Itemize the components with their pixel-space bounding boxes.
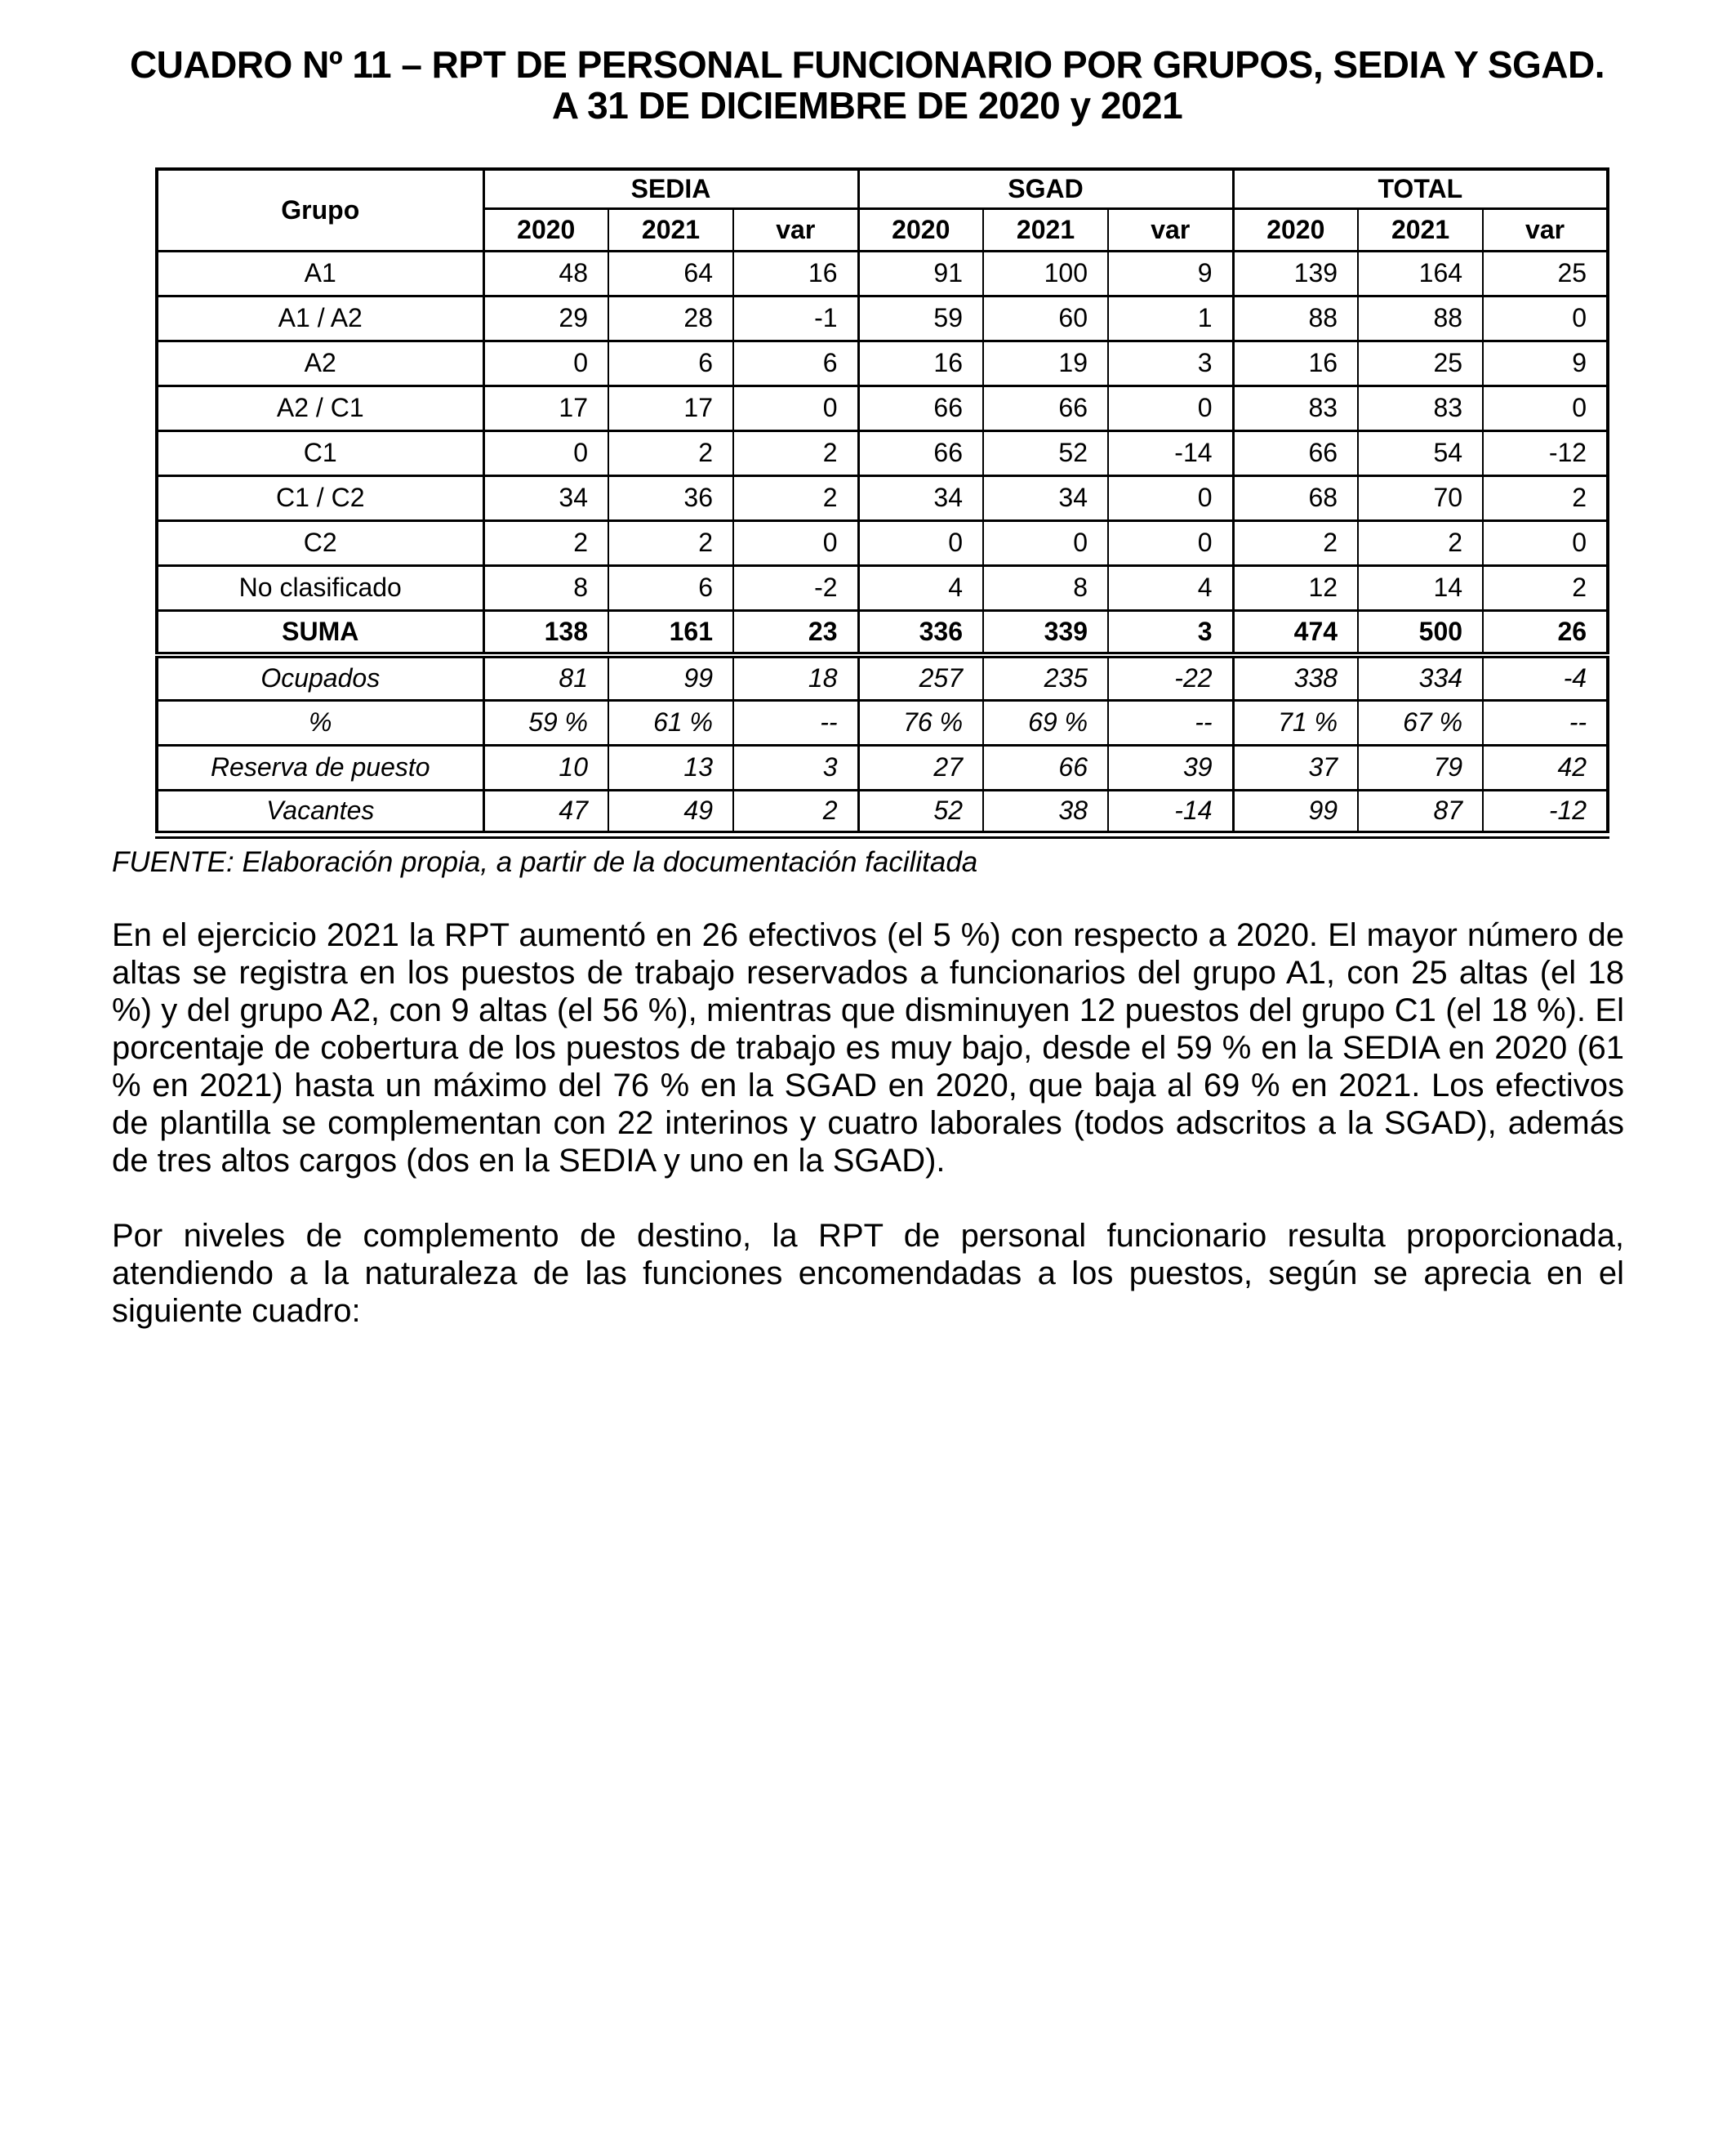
cell-value: 60 (983, 296, 1108, 341)
cell-value: 66 (1233, 430, 1358, 475)
cell-value: 9 (1483, 341, 1608, 386)
table-row (157, 565, 1608, 610)
cell-value: 81 (483, 655, 608, 700)
cell-value: 29 (483, 296, 608, 341)
group-header-total: TOTAL (1233, 169, 1608, 208)
cell-value: 54 (1358, 430, 1483, 475)
cell-value: 47 (483, 790, 608, 835)
cell-value: 338 (1233, 655, 1358, 700)
cell-value: 66 (858, 386, 983, 430)
cell-value: 42 (1483, 745, 1608, 790)
table-row (157, 610, 1608, 655)
cell-value: 23 (733, 610, 858, 655)
cell-value: 2 (1358, 520, 1483, 565)
cell-value: 69 % (983, 700, 1108, 745)
column-header-grupo: Grupo (157, 169, 483, 251)
row-label: A1 / A2 (157, 296, 483, 341)
cell-value: -12 (1483, 430, 1608, 475)
cell-value: 2 (733, 475, 858, 520)
cell-value: 64 (608, 251, 733, 296)
cell-value: 2 (608, 430, 733, 475)
cell-value: -14 (1108, 430, 1233, 475)
table-row (157, 520, 1608, 565)
row-label: Vacantes (157, 790, 483, 835)
subheader-total-var: var (1483, 208, 1608, 251)
cell-value: 37 (1233, 745, 1358, 790)
cell-value: 17 (608, 386, 733, 430)
row-label: C1 / C2 (157, 475, 483, 520)
source-note: FUENTE: Elaboración propia, a partir de la documentación facilitada (112, 846, 978, 878)
cell-value: 83 (1233, 386, 1358, 430)
cell-value: 68 (1233, 475, 1358, 520)
cell-value: 2 (733, 790, 858, 835)
cell-value: 16 (1233, 341, 1358, 386)
cell-value: 99 (608, 655, 733, 700)
cell-value: 3 (1108, 610, 1233, 655)
cell-value: 18 (733, 655, 858, 700)
cell-value: 52 (858, 790, 983, 835)
cell-value: 100 (983, 251, 1108, 296)
cell-value: 83 (1358, 386, 1483, 430)
cell-value: 0 (1483, 296, 1608, 341)
cell-value: 88 (1233, 296, 1358, 341)
cell-value: 164 (1358, 251, 1483, 296)
cell-value: 4 (858, 565, 983, 610)
row-label: C2 (157, 520, 483, 565)
cell-value: 70 (1358, 475, 1483, 520)
row-label: No clasificado (157, 565, 483, 610)
cell-value: -14 (1108, 790, 1233, 835)
cell-value: 52 (983, 430, 1108, 475)
cell-value: -12 (1483, 790, 1608, 835)
cell-value: 0 (483, 341, 608, 386)
subheader-sedia-2021: 2021 (608, 208, 733, 251)
subheader-sgad-var: var (1108, 208, 1233, 251)
cell-value: 0 (983, 520, 1108, 565)
row-label: Ocupados (157, 655, 483, 700)
cell-value: 6 (733, 341, 858, 386)
row-label: A2 (157, 341, 483, 386)
cell-value: 0 (858, 520, 983, 565)
cell-value: -- (1483, 700, 1608, 745)
cell-value: 87 (1358, 790, 1483, 835)
cell-value: 61 % (608, 700, 733, 745)
group-header-sgad: SGAD (858, 169, 1233, 208)
cell-value: 2 (1483, 565, 1608, 610)
cell-value: 2 (608, 520, 733, 565)
cell-value: 10 (483, 745, 608, 790)
cell-value: 500 (1358, 610, 1483, 655)
cell-value: 16 (858, 341, 983, 386)
table-row (157, 341, 1608, 386)
cell-value: 36 (608, 475, 733, 520)
cell-value: -22 (1108, 655, 1233, 700)
rpt-table (155, 167, 1609, 839)
cell-value: 339 (983, 610, 1108, 655)
subheader-total-2020: 2020 (1233, 208, 1358, 251)
cell-value: 27 (858, 745, 983, 790)
cell-value: -2 (733, 565, 858, 610)
cell-value: 336 (858, 610, 983, 655)
subheader-sgad-2021: 2021 (983, 208, 1108, 251)
cell-value: 88 (1358, 296, 1483, 341)
table-row (157, 386, 1608, 430)
cell-value: 139 (1233, 251, 1358, 296)
cell-value: 39 (1108, 745, 1233, 790)
cell-value: -- (1108, 700, 1233, 745)
cell-value: 79 (1358, 745, 1483, 790)
cell-value: 257 (858, 655, 983, 700)
cell-value: 76 % (858, 700, 983, 745)
cell-value: 0 (1108, 520, 1233, 565)
cell-value: 0 (1108, 475, 1233, 520)
cell-value: 0 (1483, 520, 1608, 565)
cell-value: 14 (1358, 565, 1483, 610)
cell-value: 26 (1483, 610, 1608, 655)
cell-value: 38 (983, 790, 1108, 835)
cell-value: 6 (608, 565, 733, 610)
table-row (157, 475, 1608, 520)
cell-value: 34 (483, 475, 608, 520)
cell-value: 138 (483, 610, 608, 655)
table-body (157, 251, 1608, 835)
cell-value: 0 (483, 430, 608, 475)
subheader-sgad-2020: 2020 (858, 208, 983, 251)
cell-value: 67 % (1358, 700, 1483, 745)
cell-value: 0 (733, 386, 858, 430)
table-row (157, 745, 1608, 790)
cell-value: 474 (1233, 610, 1358, 655)
cell-value: 59 (858, 296, 983, 341)
group-header-sedia: SEDIA (483, 169, 858, 208)
group-header-row (157, 169, 1608, 208)
cell-value: 3 (733, 745, 858, 790)
table-title-line1: CUADRO Nº 11 – RPT DE PERSONAL FUNCIONARIO POR GRUPOS, SEDIA Y SGAD. (129, 43, 1605, 86)
cell-value: -- (733, 700, 858, 745)
table-title (112, 44, 1622, 126)
table-row (157, 700, 1608, 745)
cell-value: 2 (733, 430, 858, 475)
cell-value: 34 (858, 475, 983, 520)
cell-value: 235 (983, 655, 1108, 700)
cell-value: 12 (1233, 565, 1358, 610)
cell-value: 8 (983, 565, 1108, 610)
row-label: C1 (157, 430, 483, 475)
cell-value: 71 % (1233, 700, 1358, 745)
cell-value: 34 (983, 475, 1108, 520)
cell-value: 49 (608, 790, 733, 835)
subheader-total-2021: 2021 (1358, 208, 1483, 251)
cell-value: 48 (483, 251, 608, 296)
row-label: A2 / C1 (157, 386, 483, 430)
cell-value: 0 (1108, 386, 1233, 430)
cell-value: -1 (733, 296, 858, 341)
cell-value: 17 (483, 386, 608, 430)
subheader-sedia-var: var (733, 208, 858, 251)
row-label: % (157, 700, 483, 745)
cell-value: 99 (1233, 790, 1358, 835)
cell-value: 16 (733, 251, 858, 296)
table-row (157, 430, 1608, 475)
cell-value: 91 (858, 251, 983, 296)
cell-value: -4 (1483, 655, 1608, 700)
cell-value: 6 (608, 341, 733, 386)
paragraph-2: Por niveles de complemento de destino, la RPT de personal funcionario resulta proporcionada, atendiendo a la naturaleza de las funciones encomendadas a los puestos, según se aprecia en el siguiente cuadro: (112, 1218, 1624, 1329)
table-row (157, 790, 1608, 835)
cell-value: 0 (733, 520, 858, 565)
cell-value: 4 (1108, 565, 1233, 610)
cell-value: 13 (608, 745, 733, 790)
row-label: Reserva de puesto (157, 745, 483, 790)
cell-value: 66 (983, 386, 1108, 430)
paragraph-1: En el ejercicio 2021 la RPT aumentó en 26 efectivos (el 5 %) con respecto a 2020. El mayor número de altas se registra en los puestos de trabajo reservados a funcionarios del grupo A1, con 25 altas (el 18 %) y del grupo A2, con 9 altas (el 56 %), mientras que disminuyen 12 puestos del grupo C1 (el 18 %). El porcentaje de cobertura de los puestos de trabajo es muy bajo, desde el 59 % en la SEDIA en 2020 (61 % en 2021) hasta un máximo del 76 % en la SGAD en 2020, que baja al 69 % en 2021. Los efectivos de plantilla se complementan con 22 interinos y cuatro laborales (todos adscritos a la SGAD), además de tres altos cargos (dos en la SEDIA y uno en la SGAD). (112, 917, 1624, 1179)
cell-value: 66 (983, 745, 1108, 790)
cell-value: 19 (983, 341, 1108, 386)
row-label: A1 (157, 251, 483, 296)
cell-value: 66 (858, 430, 983, 475)
table-title-line2: A 31 DE DICIEMBRE DE 2020 y 2021 (551, 84, 1183, 127)
cell-value: 28 (608, 296, 733, 341)
cell-value: 8 (483, 565, 608, 610)
table-row (157, 655, 1608, 700)
cell-value: 2 (483, 520, 608, 565)
cell-value: 9 (1108, 251, 1233, 296)
cell-value: 3 (1108, 341, 1233, 386)
cell-value: 25 (1483, 251, 1608, 296)
cell-value: 1 (1108, 296, 1233, 341)
cell-value: 2 (1483, 475, 1608, 520)
row-label: SUMA (157, 610, 483, 655)
cell-value: 59 % (483, 700, 608, 745)
table-row (157, 251, 1608, 296)
cell-value: 0 (1483, 386, 1608, 430)
cell-value: 334 (1358, 655, 1483, 700)
cell-value: 161 (608, 610, 733, 655)
cell-value: 2 (1233, 520, 1358, 565)
table-row (157, 296, 1608, 341)
cell-value: 25 (1358, 341, 1483, 386)
subheader-sedia-2020: 2020 (483, 208, 608, 251)
